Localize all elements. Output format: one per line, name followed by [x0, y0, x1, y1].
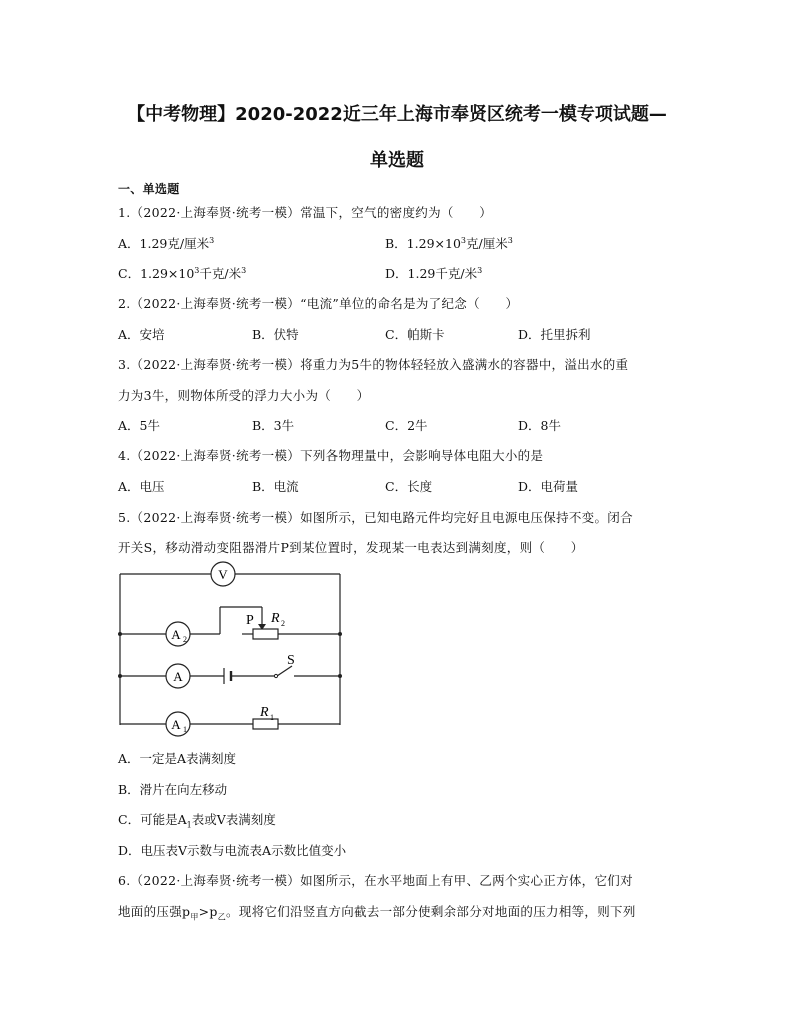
q1-stem: 1.（2022·上海奉贤·统考一模）常温下，空气的密度约为（ ）: [118, 205, 493, 220]
svg-text:2: 2: [281, 619, 285, 628]
q4-stem: 4.（2022·上海奉贤·统考一模）下列各物理量中，会影响导体电阻大小的是: [118, 448, 544, 463]
ammeter-a2: [166, 622, 190, 646]
q2-option-a: A．安培: [118, 327, 165, 342]
q3-option-b: B．3牛: [252, 418, 295, 433]
label-s: S: [287, 653, 295, 668]
switch-contact-left: [274, 674, 277, 677]
q5-stem-line2: 开关S，移动滑动变阻器滑片P到某位置时，发现某一电表达到满刻度，则（ ）: [118, 540, 584, 555]
q1-option-d: D．1.29千克/米$^3$: [385, 265, 483, 281]
svg-text:1: 1: [183, 725, 187, 734]
resistor-r1: [253, 719, 278, 729]
q5-option-d: D．电压表V示数与电流表A示数比值变小: [118, 843, 347, 858]
q4-option-c: C．长度: [385, 479, 433, 494]
svg-text:2: 2: [183, 635, 187, 644]
q2-option-c: C．帕斯卡: [385, 327, 445, 342]
ammeter-a: [166, 664, 190, 688]
document-title-line1: 【中考物理】2020-2022近三年上海市奉贤区统考一模专项试题—: [127, 104, 667, 125]
svg-text:R: R: [260, 705, 269, 720]
q5-option-a: A．一定是A表满刻度: [118, 751, 237, 766]
q2-option-b: B．伏特: [252, 327, 299, 342]
q4-option-d: D．电荷量: [518, 479, 579, 494]
svg-text:V: V: [218, 567, 228, 582]
label-r1: [259, 705, 274, 722]
q3-option-c: C．2牛: [385, 418, 428, 433]
q6-stem-line2: 地面的压强$p_甲>p_乙$。现将它们沿竖直方向截去一部分使剩余部分对地面的压力相等，则下列: [118, 904, 636, 922]
q4-option-a: A．电压: [118, 479, 165, 494]
q2-stem: 2.（2022·上海奉贤·统考一模）“电流”单位的命名是为了纪念（ ）: [118, 296, 519, 311]
circuit-diagram: [110, 558, 360, 738]
q5-stem-line1: 5.（2022·上海奉贤·统考一模）如图所示，已知电路元件均完好且电源电压保持不变。闭合: [118, 510, 633, 525]
q3-stem-line1: 3.（2022·上海奉贤·统考一模）将重力为5牛的物体轻轻放入盛满水的容器中，溢出水的重: [118, 357, 629, 372]
ammeter-a1: [166, 712, 190, 736]
q3-option-a: A．5牛: [118, 418, 160, 433]
label-r2: [270, 611, 285, 628]
section-heading: 一、单选题: [118, 182, 180, 196]
voltmeter-v: [211, 562, 235, 586]
q5-option-b: B．滑片在向左移动: [118, 782, 228, 797]
q1-option-c: C．$1.29\times 10^3$千克/米$^3$: [118, 265, 247, 281]
svg-text:A: A: [173, 669, 183, 684]
q1-option-a: A．1.29克/厘米$^3$: [118, 235, 215, 251]
q3-option-d: D．8牛: [518, 418, 561, 433]
q5-option-c: C．可能是$A_1$表或V表满刻度: [118, 812, 276, 830]
document-title-line2: 单选题: [370, 150, 424, 171]
q1-option-b: B．$1.29\times 10^3$克/厘米$^3$: [385, 235, 513, 251]
svg-text:A: A: [171, 627, 181, 642]
q2-option-d: D．托里拆利: [518, 327, 591, 342]
svg-text:1: 1: [270, 713, 274, 722]
svg-text:A: A: [171, 717, 181, 732]
q4-option-b: B．电流: [252, 479, 299, 494]
svg-text:R: R: [271, 611, 280, 626]
q3-stem-line2: 力为3牛，则物体所受的浮力大小为（ ）: [118, 388, 370, 403]
resistor-r2: [253, 629, 278, 639]
q6-stem-line1: 6.（2022·上海奉贤·统考一模）如图所示，在水平地面上有甲、乙两个实心正方体，它们对: [118, 873, 633, 888]
label-p: P: [246, 613, 254, 628]
